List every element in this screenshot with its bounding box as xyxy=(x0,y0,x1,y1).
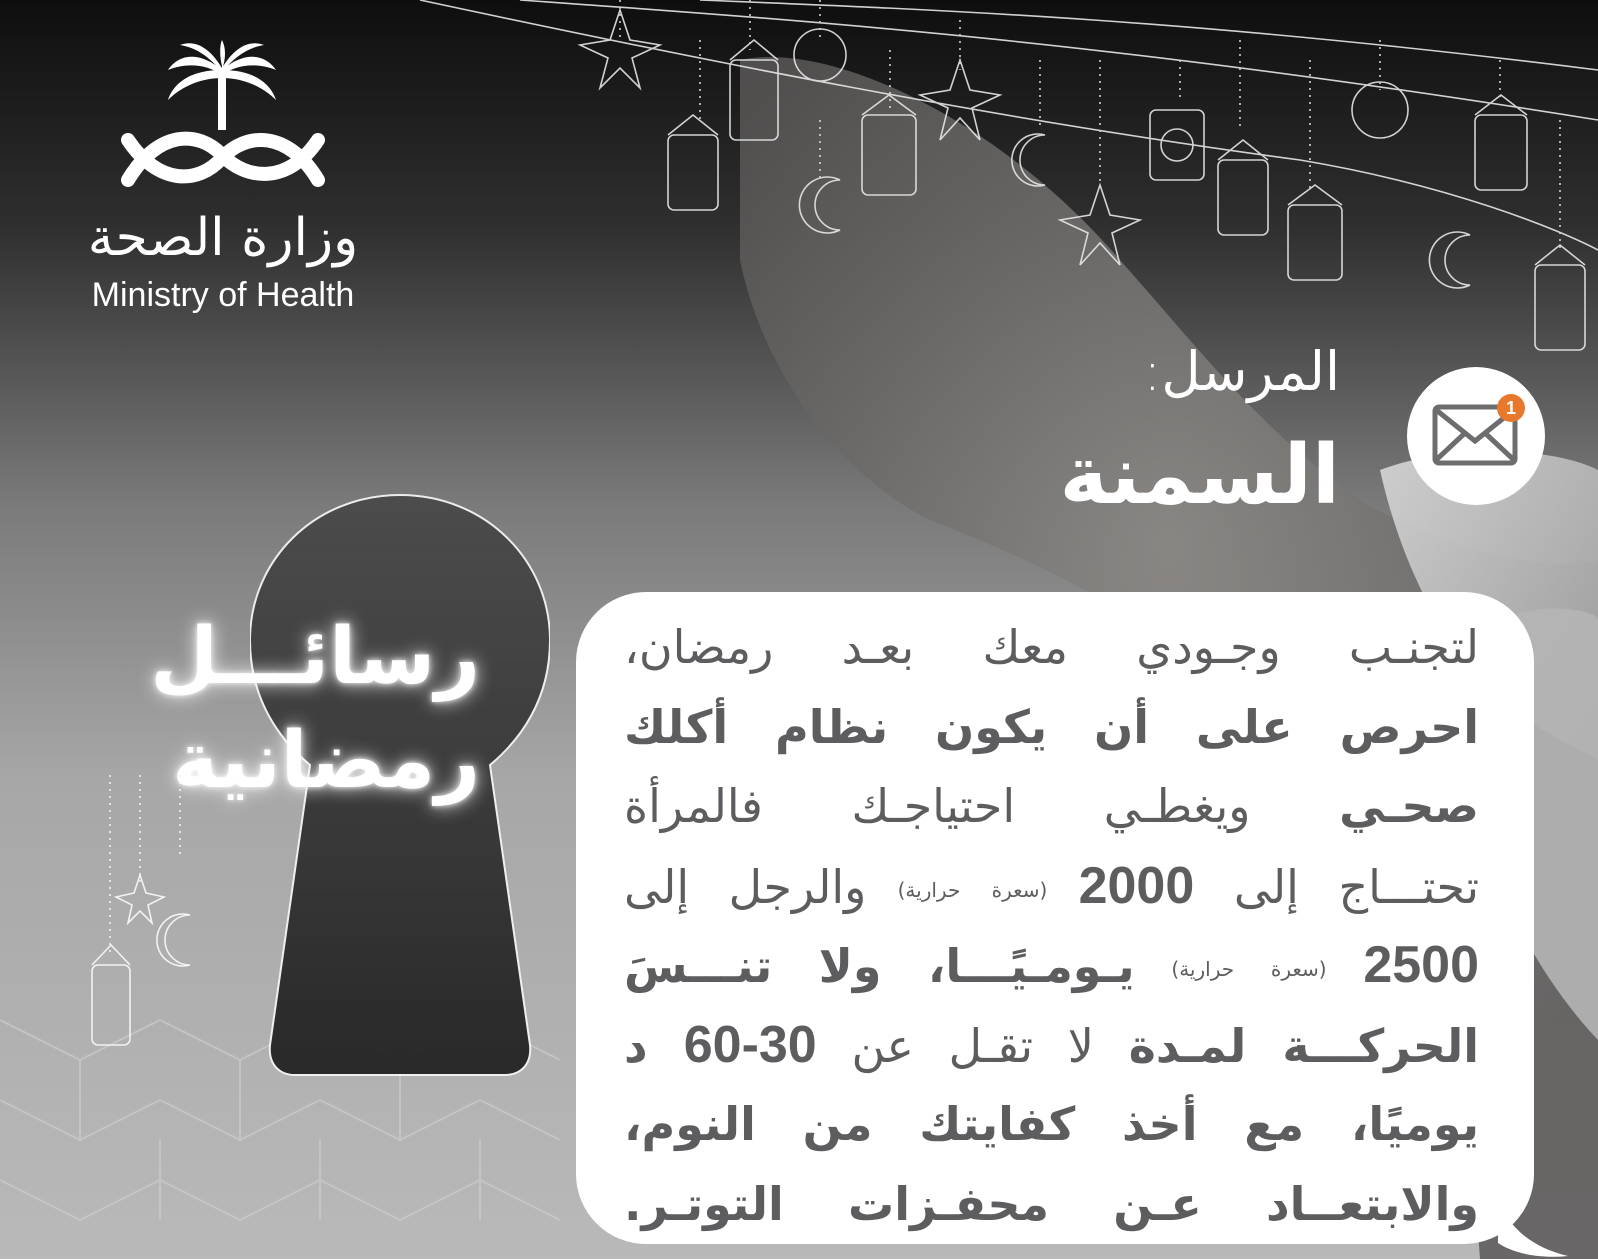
ministry-name-english: Ministry of Health xyxy=(91,276,355,314)
ministry-name-arabic: وزارة الصحة xyxy=(87,208,359,268)
campaign-title-line2: رمضانية xyxy=(172,716,480,806)
message-line-5: 2500 (سعرة حرارية) يـومـيًـــا، ولا تنـــسَ xyxy=(624,936,1479,994)
mail-button xyxy=(1407,367,1545,505)
message-line-2: احرص على أن يكون نظام أكلك xyxy=(624,699,1479,754)
envelope-icon xyxy=(1407,367,1545,505)
palm-swords-emblem-icon xyxy=(68,40,378,210)
message-line-6: الحركـــة لمـدة لا تقـل عن 30-60 د xyxy=(624,1015,1479,1074)
message-line-7: يوميًا، مع أخذ كفايتك من النوم، xyxy=(624,1097,1479,1151)
message-line-8: والابتعــاد عـن محفـزات التوتـر. xyxy=(624,1176,1479,1231)
message-line-1: لتجنـب وجـودي معك بعـد رمضان، xyxy=(624,620,1479,674)
message-text xyxy=(624,608,1479,1244)
notification-badge: 1 xyxy=(1497,394,1525,422)
sender-label: المرسل: xyxy=(1143,340,1340,403)
keyhole-lanterns xyxy=(80,775,220,1065)
campaign-title-line1: رسائـــل xyxy=(150,612,480,702)
ministry-logo xyxy=(68,40,378,320)
sender-name: السمنة xyxy=(1059,428,1340,523)
bubble-tail xyxy=(1498,1198,1568,1259)
message-line-3: صحـي ويغطـي احتياجـك فالمرأة xyxy=(624,779,1479,833)
message-line-4: تحتـــاج إلى 2000 (سعرة حرارية) والرجل إلى xyxy=(624,856,1480,915)
